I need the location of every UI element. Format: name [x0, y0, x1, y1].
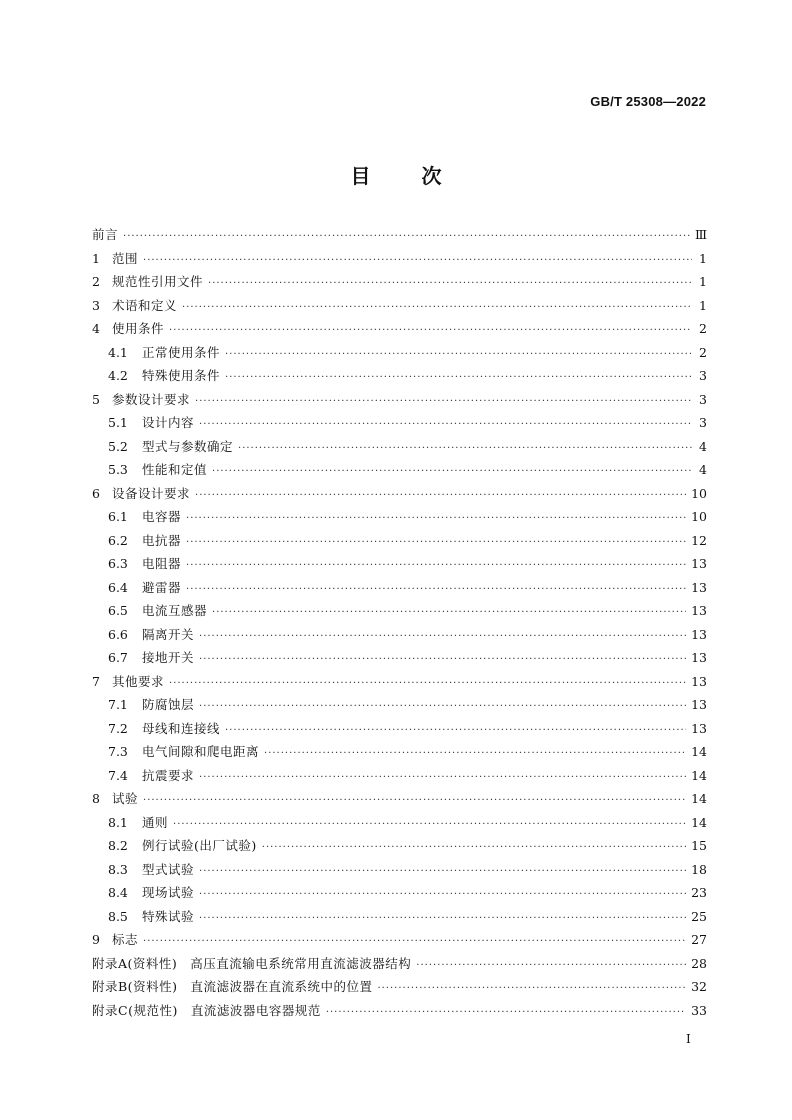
toc-leader-dots [143, 255, 692, 266]
toc-entry-label: 例行试验(出厂试验) [142, 838, 257, 853]
toc-leader-dots [199, 866, 686, 877]
toc-entry[interactable] [92, 860, 707, 884]
toc-leader-dots [169, 325, 692, 336]
toc-entry-page: 4 [699, 462, 707, 477]
toc-leader-dots [169, 678, 686, 689]
toc-entry[interactable] [92, 437, 707, 461]
toc-entry-label: 范围 [112, 250, 139, 266]
toc-leader-dots [262, 842, 686, 853]
toc-entry-label: 其他要求 [112, 673, 165, 689]
toc-entry-number: 4 [92, 321, 100, 336]
toc-entry-page: 27 [691, 932, 707, 947]
toc-entry-page: 13 [691, 697, 707, 712]
page-folio: Ⅰ [686, 1032, 691, 1046]
toc-entry-number: 5 [92, 391, 100, 407]
toc-entry-label: 正常使用条件 [142, 344, 221, 360]
toc-entry-page: 14 [691, 814, 707, 830]
toc-entry-page: 2 [699, 321, 707, 336]
toc-entry-label: 参数设计要求 [112, 391, 191, 407]
toc-entry-label: 附录C(规范性) 直流滤波器电容器规范 [92, 1002, 321, 1018]
toc-entry[interactable] [92, 296, 707, 320]
toc-entry[interactable] [92, 460, 707, 484]
toc-entry-page: 1 [699, 274, 707, 289]
toc-leader-dots [186, 584, 686, 595]
toc-entry[interactable] [92, 366, 707, 390]
toc-entry-page: 4 [699, 438, 707, 454]
toc-entry[interactable] [92, 954, 707, 978]
toc-entry-label: 设计内容 [142, 415, 195, 430]
toc-leader-dots [195, 396, 692, 407]
toc-entry-page: 18 [691, 861, 707, 877]
standard-code: GB/T 25308—2022 [590, 94, 706, 109]
toc-entry[interactable] [92, 648, 707, 672]
toc-entry-page: 33 [691, 1002, 707, 1018]
toc-leader-dots [225, 725, 686, 736]
toc-entry-page: 13 [691, 626, 707, 642]
toc-entry-number: 8.5 [108, 908, 128, 924]
toc-entry-label: 电容器 [142, 509, 182, 524]
toc-entry[interactable] [92, 836, 707, 860]
toc-leader-dots [326, 1007, 686, 1018]
toc-entry-label: 电流互感器 [142, 603, 208, 618]
toc-entry-page: 13 [691, 673, 707, 689]
toc-entry-label: 电气间隙和爬电距离 [142, 744, 260, 759]
toc-entry-page: 10 [691, 485, 707, 501]
toc-entry-number: 7.2 [108, 720, 128, 736]
toc-leader-dots [199, 701, 686, 712]
toc-leader-dots [208, 278, 692, 289]
toc-entry-page: 13 [691, 556, 707, 571]
toc-entry-number: 6.5 [108, 603, 128, 618]
toc-title [0, 160, 792, 189]
toc-entry-label: 前言 [92, 227, 119, 242]
toc-entry-label: 通则 [142, 814, 169, 830]
toc-entry[interactable] [92, 766, 707, 790]
toc-leader-dots [199, 889, 686, 900]
toc-entry-number: 6.2 [108, 532, 128, 548]
toc-entry-page: 23 [691, 885, 707, 900]
toc-leader-dots [416, 960, 686, 971]
toc-entry-number: 8.1 [108, 814, 128, 830]
toc-entry-number: 6.6 [108, 626, 128, 642]
toc-entry-label: 避雷器 [142, 579, 182, 595]
toc-leader-dots [182, 302, 692, 313]
toc-entry-label: 现场试验 [142, 885, 195, 900]
toc-entry[interactable] [92, 813, 707, 837]
toc-entry-page: Ⅲ [694, 227, 707, 242]
toc-entry-label: 附录B(资料性) 直流滤波器在直流系统中的位置 [92, 979, 373, 994]
toc-entry-number: 6.7 [108, 650, 128, 665]
toc-leader-dots [264, 748, 686, 759]
toc-entry-number: 5.3 [108, 462, 128, 477]
toc-leader-dots [225, 372, 692, 383]
toc-leader-dots [173, 819, 686, 830]
toc-entry[interactable] [92, 742, 707, 766]
toc-entry[interactable] [92, 672, 707, 696]
toc-entry[interactable] [92, 930, 707, 954]
toc-entry-number: 8.3 [108, 861, 128, 877]
toc-entry[interactable] [92, 390, 707, 414]
toc-entry-page: 15 [691, 838, 707, 853]
toc-entry[interactable] [92, 413, 707, 437]
toc-leader-dots [123, 231, 690, 242]
toc-leader-dots [199, 419, 692, 430]
toc-leader-dots [199, 631, 686, 642]
toc-entry-number: 1 [92, 250, 100, 266]
toc-entry-number: 7.1 [108, 697, 128, 712]
toc-leader-dots [212, 607, 686, 618]
toc-entry-page: 14 [691, 767, 707, 783]
toc-entry-number: 8.2 [108, 838, 128, 853]
toc-entry[interactable] [92, 272, 707, 296]
toc-entry-page: 14 [691, 744, 707, 759]
toc-entry-number: 9 [92, 932, 100, 947]
toc-entry-label: 标志 [112, 932, 139, 947]
toc-entry-label: 特殊试验 [142, 908, 195, 924]
toc-entry-label: 防腐蚀层 [142, 697, 195, 712]
toc-entry-label: 母线和连接线 [142, 720, 221, 736]
toc-leader-dots [186, 537, 686, 548]
toc-entry-label: 隔离开关 [142, 626, 195, 642]
toc-entry[interactable] [92, 507, 707, 531]
toc-leader-dots [199, 772, 686, 783]
toc-entry-page: 32 [691, 979, 707, 994]
toc-entry-page: 12 [691, 532, 707, 548]
toc-entry-number: 8.4 [108, 885, 128, 900]
toc-leader-dots [212, 466, 692, 477]
toc-entry-page: 1 [699, 297, 707, 313]
toc-entry-number: 6.4 [108, 579, 128, 595]
toc-entry-page: 3 [699, 368, 707, 383]
toc-entry-number: 4.2 [108, 368, 128, 383]
toc-entry[interactable] [92, 319, 707, 343]
toc-entry[interactable] [92, 1001, 707, 1025]
toc-entry-number: 6.3 [108, 556, 128, 571]
toc-leader-dots [186, 560, 686, 571]
toc-entry[interactable] [92, 625, 707, 649]
toc-entry-page: 25 [691, 908, 707, 924]
toc-entry[interactable] [92, 907, 707, 931]
toc-entry[interactable] [92, 977, 707, 1001]
toc-entry-label: 抗震要求 [142, 767, 195, 783]
toc-entry-number: 7.4 [108, 767, 128, 783]
toc-entry[interactable] [92, 601, 707, 625]
toc-entry-label: 特殊使用条件 [142, 368, 221, 383]
toc-entry-page: 13 [691, 650, 707, 665]
toc-entry[interactable] [92, 554, 707, 578]
toc-entry-page: 13 [691, 603, 707, 618]
toc-entry[interactable] [92, 484, 707, 508]
toc-entry-page: 13 [691, 720, 707, 736]
toc-entry-label: 设备设计要求 [112, 485, 191, 501]
toc-entry-label: 性能和定值 [142, 462, 208, 477]
toc-entry-page: 2 [699, 344, 707, 360]
toc-entry-page: 13 [691, 579, 707, 595]
toc-entry-page: 3 [699, 415, 707, 430]
toc-entry-label: 术语和定义 [112, 297, 178, 313]
toc-entry[interactable] [92, 531, 707, 555]
toc-leader-dots [143, 936, 686, 947]
toc-leader-dots [377, 983, 686, 994]
toc-entry-number: 5.1 [108, 415, 128, 430]
toc-entry[interactable] [92, 578, 707, 602]
toc-entry-page: 28 [691, 955, 707, 971]
toc-title-char-1: 目 [350, 164, 371, 188]
toc-entry[interactable] [92, 789, 707, 813]
toc-entry-label: 试验 [112, 791, 139, 806]
toc-entry-label: 使用条件 [112, 321, 165, 336]
toc-entry-label: 型式试验 [142, 861, 195, 877]
toc-entry-label: 电抗器 [142, 532, 182, 548]
toc-entry-label: 接地开关 [142, 650, 195, 665]
toc-entry[interactable] [92, 249, 707, 273]
toc-entry[interactable] [92, 225, 707, 249]
toc-leader-dots [199, 654, 686, 665]
toc-leader-dots [186, 513, 686, 524]
toc-leader-dots [143, 795, 686, 806]
toc-title-char-2: 次 [421, 164, 442, 188]
toc-entry-label: 附录A(资料性) 高压直流输电系统常用直流滤波器结构 [92, 955, 412, 971]
toc-entry-number: 2 [92, 274, 100, 289]
table-of-contents [92, 225, 707, 1024]
toc-entry-page: 14 [691, 791, 707, 806]
toc-leader-dots [238, 443, 692, 454]
toc-entry-number: 6.1 [108, 509, 128, 524]
toc-leader-dots [195, 490, 686, 501]
toc-entry-page: 3 [699, 391, 707, 407]
toc-leader-dots [225, 349, 692, 360]
toc-entry-page: 10 [691, 509, 707, 524]
toc-entry-number: 7.3 [108, 744, 128, 759]
toc-entry-number: 4.1 [108, 344, 128, 360]
toc-entry-number: 7 [92, 673, 100, 689]
toc-entry[interactable] [92, 883, 707, 907]
toc-entry-number: 8 [92, 791, 100, 806]
toc-entry[interactable] [92, 343, 707, 367]
toc-entry-page: 1 [699, 250, 707, 266]
toc-entry[interactable] [92, 695, 707, 719]
toc-entry[interactable] [92, 719, 707, 743]
toc-entry-label: 规范性引用文件 [112, 274, 204, 289]
toc-entry-number: 6 [92, 485, 100, 501]
toc-entry-label: 型式与参数确定 [142, 438, 234, 454]
toc-entry-number: 5.2 [108, 438, 128, 454]
toc-entry-label: 电阻器 [142, 556, 182, 571]
toc-entry-number: 3 [92, 297, 100, 313]
toc-leader-dots [199, 913, 686, 924]
